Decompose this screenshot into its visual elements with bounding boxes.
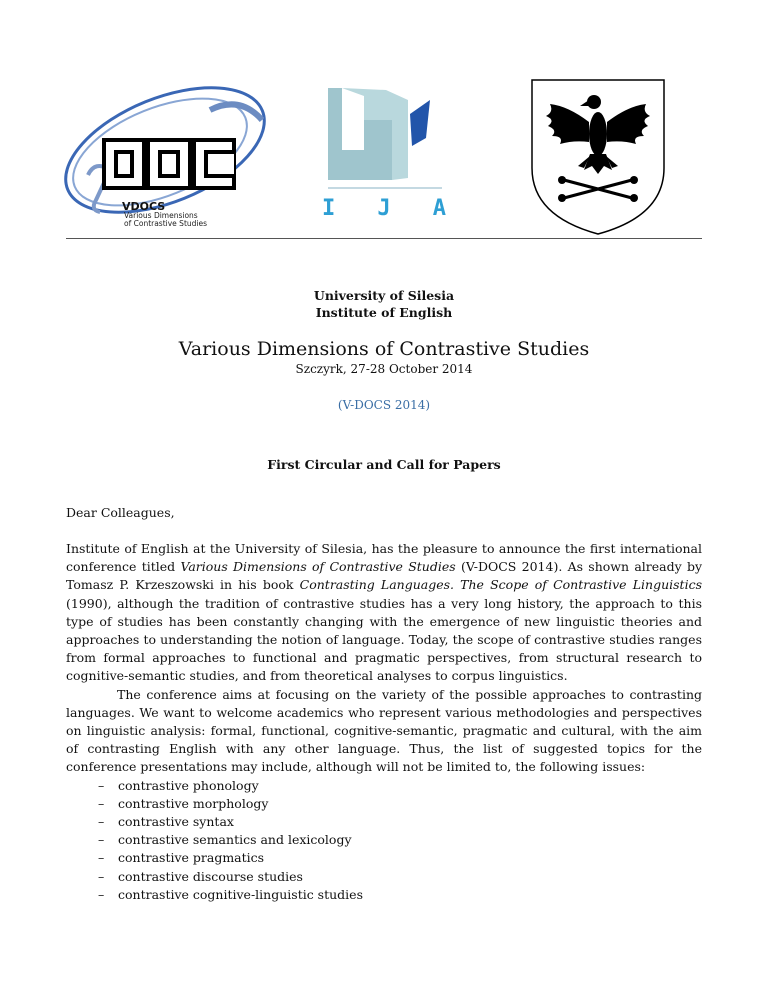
vdocs-subtitle-line1: Various Dimensions bbox=[124, 211, 198, 220]
conference-abbreviation: (V-DOCS 2014) bbox=[337, 398, 431, 412]
conference-title-italic: Various Dimensions of Contrastive Studies bbox=[180, 559, 456, 575]
list-item: – contrastive discourse studies bbox=[66, 868, 702, 886]
intro-text-3: (1990), although the tradition of contrastive studies has a very long history, the approach to this type of studies has been constantly changing with the emergence of new linguistic theories and approaches to understanding the notion of language. Today, the scope of contrastive studies ranges from formal approaches to functional and pragmatic perspectives, from structural research to cognitive-semantic studies, and from theoretical analyses to corpus linguistics. bbox=[66, 595, 702, 684]
list-item: – contrastive pragmatics bbox=[66, 849, 702, 867]
ija-letter-i: I bbox=[322, 196, 336, 221]
greeting: Dear Colleagues, bbox=[66, 505, 175, 520]
logo-row bbox=[0, 0, 768, 240]
intro-text-2: (V-DOCS 2014). As shown already by Tomasz P. Krzeszowski in his book bbox=[66, 559, 703, 593]
list-item: – contrastive syntax bbox=[66, 813, 702, 831]
eagle-shield-icon bbox=[528, 76, 668, 236]
ija-letter-j: J bbox=[377, 196, 391, 221]
paragraph-intro bbox=[66, 540, 702, 686]
list-item: – contrastive cognitive-linguistic studies bbox=[66, 886, 702, 904]
ija-letter-a: A bbox=[432, 196, 446, 221]
university-name: University of Silesia bbox=[313, 288, 455, 303]
ija-letters bbox=[322, 196, 446, 221]
conference-place-date: Szczyrk, 27-28 October 2014 bbox=[295, 362, 473, 376]
book-title-italic: Contrasting Languages. The Scope of Contrastive Linguistics bbox=[299, 577, 702, 593]
institute-name: Institute of English bbox=[315, 305, 453, 320]
conference-title: Various Dimensions of Contrastive Studies bbox=[178, 338, 590, 360]
vdocs-subtitle bbox=[124, 212, 207, 228]
vdocs-name: VDOCS bbox=[122, 200, 166, 213]
paragraph-aims: The conference aims at focusing on the variety of the possible approaches to contrasting languages. We want to welcome academics who represent various methodologies and perspectives on linguistic analysis: formal, functional, cognitive-semantic, pragmatic and cultural, with the aim of contrasting English with any other language. Thus, the list of suggested topics for the conference presentations may include, although will not be limited to, the following issues: bbox=[66, 686, 702, 775]
intro-text-1: Institute of English at the University of Silesia, has the pleasure to announce the first international conference titled bbox=[66, 541, 702, 575]
circular-title: First Circular and Call for Papers bbox=[267, 457, 501, 472]
header-divider bbox=[66, 238, 702, 239]
list-item: – contrastive morphology bbox=[66, 795, 702, 813]
vdocs-subtitle-line2: of Contrastive Studies bbox=[124, 219, 208, 228]
university-header bbox=[0, 287, 768, 321]
topics-list bbox=[66, 777, 702, 904]
list-item: – contrastive phonology bbox=[66, 777, 702, 795]
list-item: – contrastive semantics and lexicology bbox=[66, 831, 702, 849]
letter-body bbox=[66, 540, 702, 904]
